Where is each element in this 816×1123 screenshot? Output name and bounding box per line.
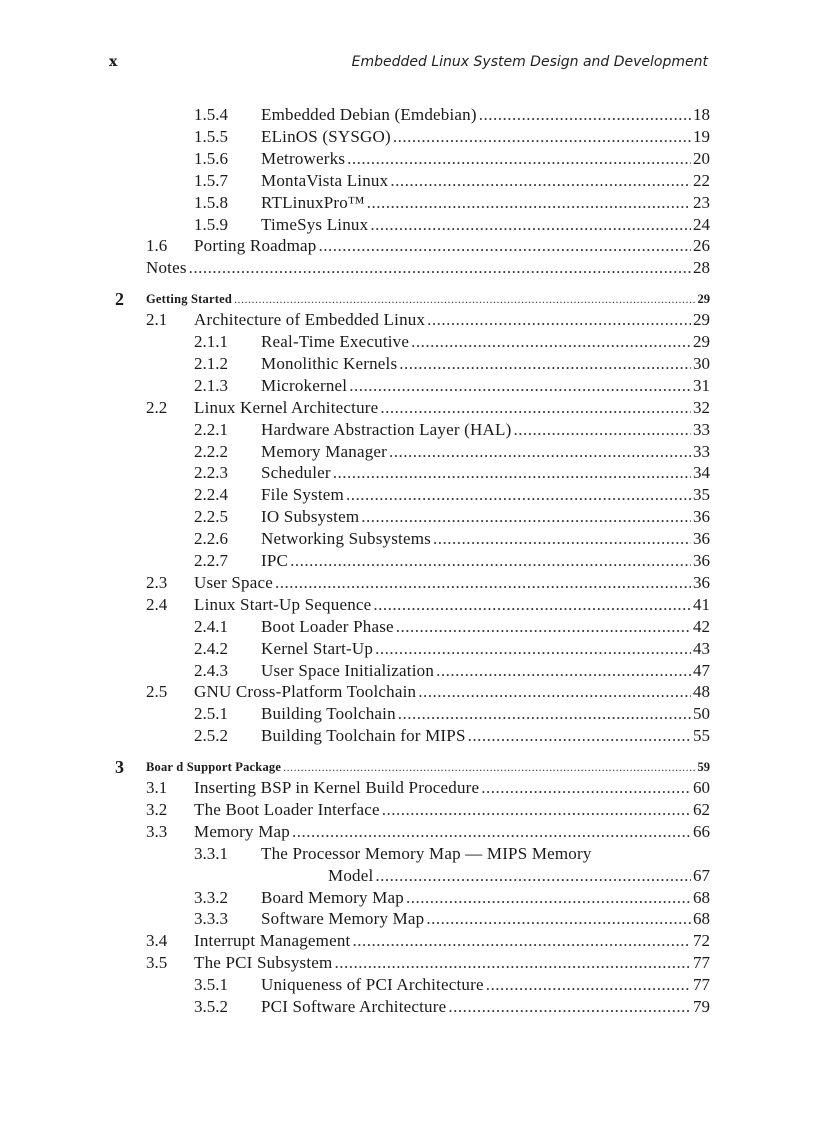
toc-entry[interactable] bbox=[0, 309, 816, 331]
section-title: ELinOS (SYSGO) bbox=[261, 126, 391, 146]
section-number: 1.5.7 bbox=[194, 170, 228, 190]
page-ref: 72 bbox=[693, 931, 710, 951]
chapter-number: 3 bbox=[115, 757, 124, 778]
page-ref: 35 bbox=[693, 485, 710, 505]
section-title: User Space Initialization bbox=[261, 660, 435, 680]
dot-leader bbox=[370, 214, 691, 236]
section-number: 3.3.2 bbox=[194, 887, 228, 907]
page-ref: 62 bbox=[693, 799, 710, 819]
dot-leader bbox=[347, 148, 691, 170]
toc-entry[interactable] bbox=[0, 214, 816, 236]
section-title: Real-Time Executive bbox=[261, 332, 410, 351]
toc-entry[interactable] bbox=[0, 821, 816, 843]
toc-entry[interactable] bbox=[0, 616, 816, 638]
page-number: x bbox=[109, 54, 118, 70]
page-ref: 28 bbox=[693, 258, 710, 278]
section-number: 3.1 bbox=[146, 778, 168, 797]
dot-leader bbox=[411, 331, 691, 353]
section-number: 3.3.3 bbox=[194, 909, 228, 929]
page-ref: 30 bbox=[693, 353, 710, 373]
toc-entry[interactable] bbox=[0, 930, 816, 952]
dot-leader bbox=[349, 375, 691, 397]
section-number: 2.1.2 bbox=[194, 353, 228, 373]
dot-leader bbox=[352, 930, 691, 952]
section-title: Architecture of Embedded Linux bbox=[194, 310, 426, 330]
section-number: 2.2.3 bbox=[194, 463, 228, 483]
page-ref: 43 bbox=[693, 638, 710, 658]
dot-leader bbox=[513, 419, 691, 441]
page-ref: 36 bbox=[693, 529, 710, 549]
toc-entry[interactable] bbox=[0, 170, 816, 192]
section-title: Monolithic Kernels bbox=[261, 353, 398, 373]
section-title: Microkernel bbox=[261, 375, 348, 395]
dot-leader bbox=[433, 528, 691, 550]
section-title: Uniqueness of PCI Architecture bbox=[261, 975, 484, 995]
toc-entry[interactable] bbox=[0, 974, 816, 996]
section-number: 2.4.2 bbox=[194, 638, 228, 658]
toc-chapter-row[interactable] bbox=[0, 288, 816, 310]
section-number: 3.5 bbox=[146, 953, 168, 973]
toc-entry[interactable] bbox=[0, 462, 816, 484]
toc-entry[interactable] bbox=[0, 952, 816, 974]
section-title: Inserting BSP in Kernel Build Procedure bbox=[194, 778, 480, 797]
dot-leader bbox=[427, 309, 691, 331]
section-number: 2.5 bbox=[146, 682, 168, 702]
section-number: 2.3 bbox=[146, 572, 168, 592]
page-ref: 23 bbox=[693, 192, 710, 212]
section-number: 2.4.3 bbox=[194, 660, 228, 680]
toc-chapter-row[interactable] bbox=[0, 756, 816, 778]
section-number: 3.5.1 bbox=[194, 975, 228, 995]
section-number: 2.4 bbox=[146, 594, 168, 614]
page-ref: 42 bbox=[693, 616, 710, 636]
toc-entry[interactable] bbox=[0, 235, 816, 257]
dot-leader bbox=[418, 681, 691, 703]
page-ref: 67 bbox=[693, 865, 710, 885]
page-ref: 68 bbox=[693, 887, 710, 907]
page-ref: 29 bbox=[697, 292, 710, 307]
page-ref: 36 bbox=[693, 572, 710, 592]
toc-entry[interactable] bbox=[0, 353, 816, 375]
dot-leader bbox=[189, 257, 691, 279]
page-ref: 29 bbox=[693, 310, 710, 330]
page-ref: 47 bbox=[693, 660, 710, 680]
chapter-number: 2 bbox=[115, 289, 124, 310]
page-ref: 48 bbox=[693, 682, 710, 702]
dot-leader bbox=[396, 616, 691, 638]
dot-leader bbox=[234, 288, 696, 310]
section-title: TimeSys Linux bbox=[261, 214, 369, 234]
dot-leader bbox=[334, 952, 691, 974]
toc-entry[interactable] bbox=[0, 550, 816, 572]
dot-leader bbox=[283, 756, 695, 778]
running-title: Embedded Linux System Design and Development bbox=[351, 54, 708, 70]
section-number: 2.2.7 bbox=[194, 551, 228, 570]
section-number: 2.1 bbox=[146, 310, 168, 330]
page-ref: 59 bbox=[697, 760, 710, 775]
section-number: 2.5.2 bbox=[194, 726, 228, 746]
dot-leader bbox=[436, 660, 691, 682]
page-ref: 34 bbox=[693, 463, 710, 483]
page-ref: 60 bbox=[693, 778, 710, 797]
page-ref: 55 bbox=[693, 726, 710, 746]
page-ref: 77 bbox=[693, 953, 710, 973]
section-number: 3.3.1 bbox=[194, 843, 228, 863]
page-ref: 24 bbox=[693, 214, 710, 234]
toc-entry[interactable] bbox=[0, 375, 816, 397]
toc-entry[interactable] bbox=[0, 484, 816, 506]
section-title: Building Toolchain bbox=[261, 704, 396, 724]
toc-entry[interactable] bbox=[0, 441, 816, 463]
section-title: Software Memory Map bbox=[261, 909, 425, 929]
page-ref: 66 bbox=[693, 821, 710, 841]
page-ref: 36 bbox=[693, 551, 710, 570]
toc-entry[interactable] bbox=[0, 126, 816, 148]
page-ref: 32 bbox=[693, 397, 710, 417]
section-title: User Space bbox=[194, 572, 273, 592]
toc-entry[interactable] bbox=[0, 843, 816, 865]
toc-entry[interactable] bbox=[0, 528, 816, 550]
page-ref: 68 bbox=[693, 909, 710, 929]
section-title: Linux Start-Up Sequence bbox=[194, 594, 372, 614]
dot-leader bbox=[375, 638, 691, 660]
section-number: 1.5.6 bbox=[194, 148, 228, 168]
dot-leader bbox=[390, 170, 691, 192]
page-ref: 31 bbox=[693, 375, 710, 395]
page-ref: 22 bbox=[693, 170, 710, 190]
dot-leader bbox=[398, 703, 691, 725]
section-number: 3.5.2 bbox=[194, 997, 228, 1016]
dot-leader bbox=[373, 594, 691, 616]
section-title-continuation: Model bbox=[328, 865, 374, 885]
section-title: Boot Loader Phase bbox=[261, 616, 394, 636]
toc-entry[interactable] bbox=[0, 725, 816, 747]
dot-leader bbox=[318, 235, 691, 257]
toc-entry[interactable] bbox=[0, 594, 816, 616]
dot-leader bbox=[468, 725, 691, 747]
section-number: 2.1.3 bbox=[194, 375, 228, 395]
page-ref: 33 bbox=[693, 419, 710, 439]
section-number: 2.5.1 bbox=[194, 704, 228, 724]
toc-entry[interactable] bbox=[0, 799, 816, 821]
section-number: 2.1.1 bbox=[194, 332, 228, 351]
section-title: Kernel Start-Up bbox=[261, 638, 374, 658]
section-title: RTLinuxPro™ bbox=[261, 192, 365, 212]
toc-entry[interactable] bbox=[0, 331, 816, 353]
page-ref: 41 bbox=[693, 594, 710, 614]
section-title: MontaVista Linux bbox=[261, 170, 389, 190]
chapter-title: Getting Started bbox=[146, 292, 232, 307]
toc-entry[interactable] bbox=[0, 638, 816, 660]
page-ref: 26 bbox=[693, 236, 710, 256]
section-title: Porting Roadmap bbox=[194, 236, 317, 256]
section-number: 2.2 bbox=[146, 397, 168, 417]
dot-leader bbox=[393, 126, 691, 148]
section-title: Linux Kernel Architecture bbox=[194, 397, 379, 417]
page-ref: 79 bbox=[693, 997, 710, 1016]
section-title: GNU Cross-Platform Toolchain bbox=[194, 682, 417, 702]
dot-leader bbox=[448, 996, 691, 1018]
section-title: Scheduler bbox=[261, 463, 331, 483]
chapter-title: Boar d Support Package bbox=[146, 760, 282, 775]
section-title: The Boot Loader Interface bbox=[194, 799, 380, 819]
toc-entry[interactable] bbox=[0, 192, 816, 214]
section-number: 1.5.8 bbox=[194, 192, 228, 212]
toc-entry[interactable] bbox=[0, 887, 816, 909]
page-ref: 19 bbox=[693, 126, 710, 146]
dot-leader bbox=[382, 799, 691, 821]
dot-leader bbox=[275, 572, 691, 594]
dot-leader bbox=[292, 821, 691, 843]
section-number: 1.5.5 bbox=[194, 126, 228, 146]
section-number: 3.3 bbox=[146, 821, 168, 841]
section-title: Building Toolchain for MIPS bbox=[261, 726, 466, 746]
toc-entry[interactable] bbox=[0, 703, 816, 725]
toc-entry[interactable] bbox=[0, 148, 816, 170]
dot-leader bbox=[389, 441, 691, 463]
dot-leader bbox=[361, 506, 691, 528]
toc-entry[interactable] bbox=[0, 908, 816, 930]
dot-leader bbox=[380, 397, 691, 419]
page-ref: 18 bbox=[693, 105, 710, 124]
section-number: 2.2.4 bbox=[194, 485, 228, 505]
section-title: Notes bbox=[146, 258, 187, 278]
toc-entry[interactable] bbox=[0, 572, 816, 594]
page-ref: 36 bbox=[693, 507, 710, 527]
section-number: 1.5.9 bbox=[194, 214, 228, 234]
section-title: File System bbox=[261, 485, 344, 505]
dot-leader bbox=[481, 777, 691, 799]
toc-entry[interactable] bbox=[0, 660, 816, 682]
section-title: Memory Manager bbox=[261, 441, 388, 461]
toc-entry[interactable] bbox=[0, 257, 816, 279]
section-number: 1.5.4 bbox=[194, 105, 228, 124]
dot-leader bbox=[399, 353, 691, 375]
section-title: Networking Subsystems bbox=[261, 529, 431, 549]
page-ref: 33 bbox=[693, 441, 710, 461]
section-title: Interrupt Management bbox=[194, 931, 351, 951]
dot-leader bbox=[333, 462, 691, 484]
section-number: 3.4 bbox=[146, 931, 168, 951]
section-title: The Processor Memory Map — MIPS Memory bbox=[261, 843, 592, 863]
toc-entry[interactable] bbox=[0, 397, 816, 419]
toc-entry[interactable] bbox=[0, 777, 816, 799]
toc-entry[interactable] bbox=[0, 681, 816, 703]
dot-leader bbox=[479, 104, 691, 126]
section-title: IO Subsystem bbox=[261, 507, 360, 527]
dot-leader bbox=[346, 484, 691, 506]
section-number: 2.4.1 bbox=[194, 616, 228, 636]
section-title: The PCI Subsystem bbox=[194, 953, 333, 973]
toc-entry[interactable] bbox=[0, 996, 816, 1018]
page-ref: 20 bbox=[693, 148, 710, 168]
section-title: Embedded Debian (Emdebian) bbox=[261, 105, 477, 124]
section-title: Hardware Abstraction Layer (HAL) bbox=[261, 419, 512, 439]
section-number: 2.2.5 bbox=[194, 507, 228, 527]
page-ref: 50 bbox=[693, 704, 710, 724]
page-header bbox=[0, 54, 816, 74]
dot-leader bbox=[290, 550, 691, 572]
toc-entry-continuation[interactable] bbox=[0, 865, 816, 887]
dot-leader bbox=[406, 887, 691, 909]
section-number: 1.6 bbox=[146, 236, 168, 256]
section-title: Memory Map bbox=[194, 821, 290, 841]
page-ref: 29 bbox=[693, 332, 710, 351]
section-number: 3.2 bbox=[146, 799, 168, 819]
section-number: 2.2.1 bbox=[194, 419, 228, 439]
dot-leader bbox=[375, 865, 691, 887]
toc-entry[interactable] bbox=[0, 104, 816, 126]
toc-entry[interactable] bbox=[0, 506, 816, 528]
dot-leader bbox=[426, 908, 691, 930]
section-title: Metrowerks bbox=[261, 148, 346, 168]
dot-leader bbox=[486, 974, 691, 996]
section-title: IPC bbox=[261, 551, 289, 570]
dot-leader bbox=[367, 192, 691, 214]
section-number: 2.2.2 bbox=[194, 441, 228, 461]
toc-entry[interactable] bbox=[0, 419, 816, 441]
section-title: PCI Software Architecture bbox=[261, 997, 447, 1016]
section-title: Board Memory Map bbox=[261, 887, 404, 907]
section-number: 2.2.6 bbox=[194, 529, 228, 549]
page-ref: 77 bbox=[693, 975, 710, 995]
